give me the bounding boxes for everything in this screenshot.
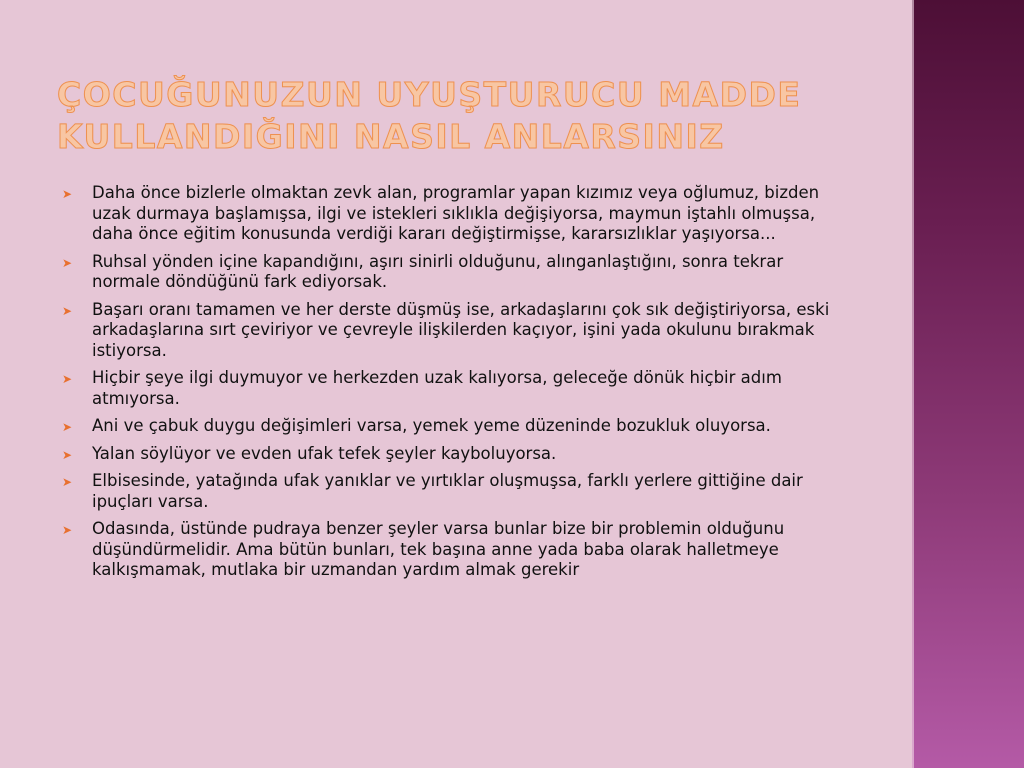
bullet-text: Yalan söylüyor ve evden ufak tefek şeyler kayboluyorsa. bbox=[92, 443, 557, 463]
bullet-item bbox=[62, 300, 842, 362]
bullet-item bbox=[62, 444, 842, 465]
slide-title-line-1: ÇOCUĞUNUZUN UYUŞTURUCU MADDE bbox=[57, 75, 802, 114]
arrow-right-icon: ➤ bbox=[62, 447, 73, 462]
slide-title bbox=[57, 74, 897, 158]
bullet-text: Ani ve çabuk duygu değişimleri varsa, yemek yeme düzeninde bozukluk oluyorsa. bbox=[92, 416, 771, 435]
bullet-text: Elbisesinde, yatağında ufak yanıklar ve yırtıklar oluşmuşsa, farklı yerlere gittiğine dair ipuçları varsa. bbox=[92, 471, 803, 511]
bullet-list bbox=[62, 183, 842, 588]
arrow-right-icon: ➤ bbox=[62, 255, 73, 270]
arrow-right-icon: ➤ bbox=[62, 420, 73, 434]
bullet-item bbox=[62, 519, 842, 581]
bullet-text: Odasında, üstünde pudraya benzer şeyler varsa bunlar bize bir problemin olduğunu düşündürmelidir. Ama bütün bunları, tek başına anne yada baba olarak halletmeye kalkışmamak, mutlaka bir uzmandan yardım almak gerekir bbox=[92, 519, 785, 579]
bullet-text: Daha önce bizlerle olmaktan zevk alan, programlar yapan kızımız veya oğlumuz, bizden uzak durmaya başlamışsa, ilgi ve istekleri sıklıkla değişiyorsa, maymun iştahlı olmuşsa, daha önce eğitim konusunda verdiği kararı değiştirmişse, kararsızlıklar yaşıyorsa... bbox=[92, 183, 820, 243]
bullet-text: Ruhsal yönden içine kapandığını, aşırı sinirli olduğunu, alınganlaştığını, sonra tekrar normale döndüğünü fark ediyorsak. bbox=[92, 251, 784, 291]
arrow-right-icon: ➤ bbox=[62, 523, 73, 537]
bullet-item bbox=[62, 416, 842, 437]
arrow-right-icon: ➤ bbox=[62, 187, 73, 201]
arrow-right-icon: ➤ bbox=[62, 303, 73, 318]
bullet-item bbox=[62, 471, 842, 512]
decorative-side-band bbox=[912, 0, 1024, 768]
bullet-text: Başarı oranı tamamen ve her derste düşmüş ise, arkadaşlarını çok sık değiştiriyorsa, eski arkadaşlarına sırt çeviriyor ve çevreyle ilişkilerden kaçıyor, işini yada okulunu bırakmak istiyorsa. bbox=[92, 299, 830, 360]
arrow-right-icon: ➤ bbox=[62, 372, 73, 386]
slide-title-line-2: KULLANDIĞINI NASIL ANLARSINIZ bbox=[57, 117, 725, 156]
arrow-right-icon: ➤ bbox=[62, 475, 73, 489]
bullet-text: Hiçbir şeye ilgi duymuyor ve herkezden uzak kalıyorsa, geleceğe dönük hiçbir adım atmıyorsa. bbox=[92, 368, 782, 408]
bullet-item bbox=[62, 183, 842, 245]
bullet-item bbox=[62, 368, 842, 409]
bullet-item bbox=[62, 252, 842, 293]
